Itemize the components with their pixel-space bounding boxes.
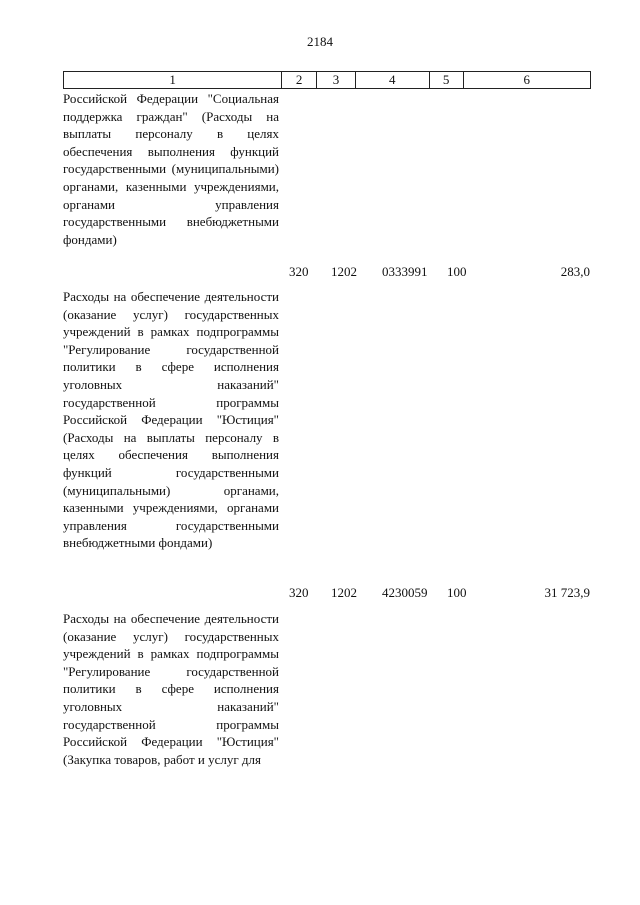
page-number: 2184	[307, 34, 333, 49]
header-col-3: 3	[317, 72, 356, 88]
table-cell-csr: 0333991	[382, 264, 428, 279]
table-cell-pr: 1202	[331, 585, 357, 600]
table-cell-vr: 100	[447, 264, 467, 279]
table-cell-csr: 4230059	[382, 585, 428, 600]
table-cell-sum: 283,0	[560, 264, 590, 279]
table-cell-sum: 31 723,9	[544, 585, 590, 600]
header-col-1: 1	[64, 72, 282, 88]
table-cell-pr: 1202	[331, 264, 357, 279]
table-row-description: Российской Федерации "Социальная поддержка граждан" (Расходы на выплаты персоналу в целях обеспечения выполнения функций государственными (муниципальными) органами, казенными учреждениями, органами управления государственными внебюджетными фондами)	[63, 91, 279, 247]
header-col-5: 5	[430, 72, 464, 88]
header-col-2: 2	[282, 72, 317, 88]
table-cell-rzd: 320	[289, 264, 309, 279]
table-row-description: Расходы на обеспечение деятельности (оказание услуг) государственных учреждений в рамках подпрограммы "Регулирование государственной политики в сфере исполнения уголовных наказаний" государственной программы Российской Федерации "Юстиция" (Закупка товаров, работ и услуг для	[63, 611, 279, 767]
header-col-6: 6	[523, 72, 530, 87]
table-cell-rzd: 320	[289, 585, 309, 600]
table-header	[63, 71, 591, 89]
header-col-4: 4	[356, 72, 430, 88]
table-cell-vr: 100	[447, 585, 467, 600]
table-row-description: Расходы на обеспечение деятельности (оказание услуг) государственных учреждений в рамках подпрограммы "Регулирование государственной политики в сфере исполнения уголовных наказаний" государственной программы Российской Федерации "Юстиция" (Расходы на выплаты персоналу в целях обеспечения выполнения функций государственными (муниципальными) органами, казенными учреждениями, органами управления государственными внебюджетными фондами)	[63, 289, 279, 551]
